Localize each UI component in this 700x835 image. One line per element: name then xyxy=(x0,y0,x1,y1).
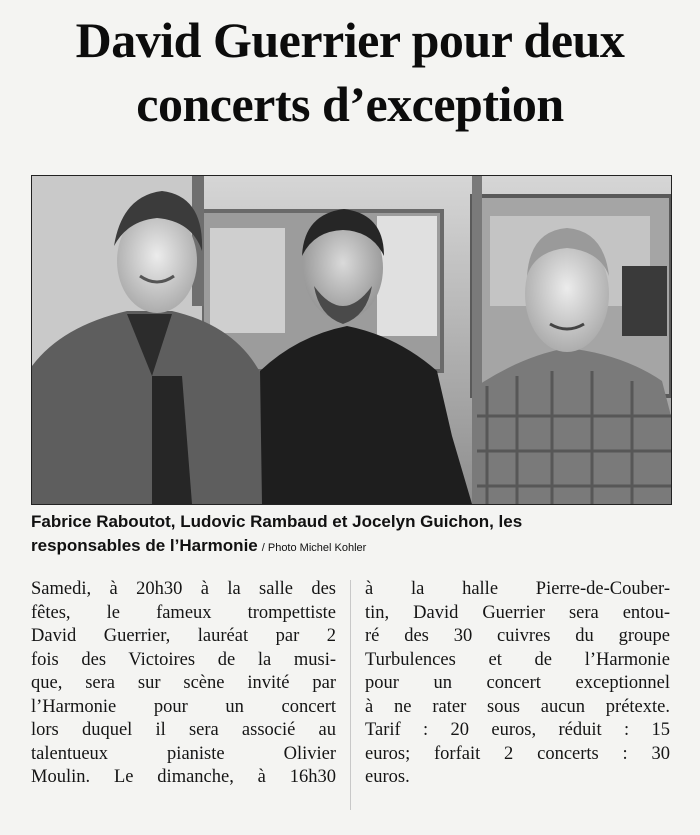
article-line: Samedi, à 20h30 à la salle des xyxy=(31,579,336,599)
caption-line-1: Fabrice Raboutot, Ludovic Rambaud et Jocelyn Guichon, les xyxy=(31,512,523,531)
article-line: que, sera sur scène invité par xyxy=(31,673,336,693)
article-line: talentueux pianiste Olivier xyxy=(31,743,336,764)
article-line: euros; forfait 2 concerts : 30 xyxy=(365,743,670,764)
article-line: Turbulences et de l’Harmonie xyxy=(365,649,670,670)
article-line: tin, David Guerrier sera entou- xyxy=(365,602,670,623)
column-divider xyxy=(350,580,351,810)
headline xyxy=(10,8,690,136)
photo-caption xyxy=(31,510,681,560)
article-line: David Guerrier, lauréat par 2 xyxy=(31,626,336,646)
caption-line-2-text: responsables de l’Harmonie xyxy=(31,536,258,555)
caption-line-2 xyxy=(31,534,681,560)
article-line: fois des Victoires de la musi- xyxy=(31,649,336,670)
article-line: Moulin. Le dimanche, à 16h30 xyxy=(31,767,336,787)
article-column-right xyxy=(365,578,670,790)
article-line: lors duquel il sera associé au xyxy=(31,720,336,740)
photo-credit: / Photo Michel Kohler xyxy=(261,542,367,554)
article-photo xyxy=(31,175,672,505)
article-line: ré des 30 cuivres du groupe xyxy=(365,626,670,646)
article-line: l’Harmonie pour un concert xyxy=(31,696,336,717)
headline-line-2: concerts d’exception xyxy=(136,76,564,132)
article-line: Tarif : 20 euros, réduit : 15 xyxy=(365,720,670,740)
article-column-left xyxy=(31,578,336,790)
article-line: à ne rater sous aucun prétexte. xyxy=(365,696,670,717)
headline-line-1: David Guerrier pour deux xyxy=(75,12,625,68)
article-line: fêtes, le fameux trompettiste xyxy=(31,602,336,623)
article-line: pour un concert exceptionnel xyxy=(365,673,670,693)
article-line: à la halle Pierre-de-Couber- xyxy=(365,579,670,599)
article-line: euros. xyxy=(365,767,410,787)
